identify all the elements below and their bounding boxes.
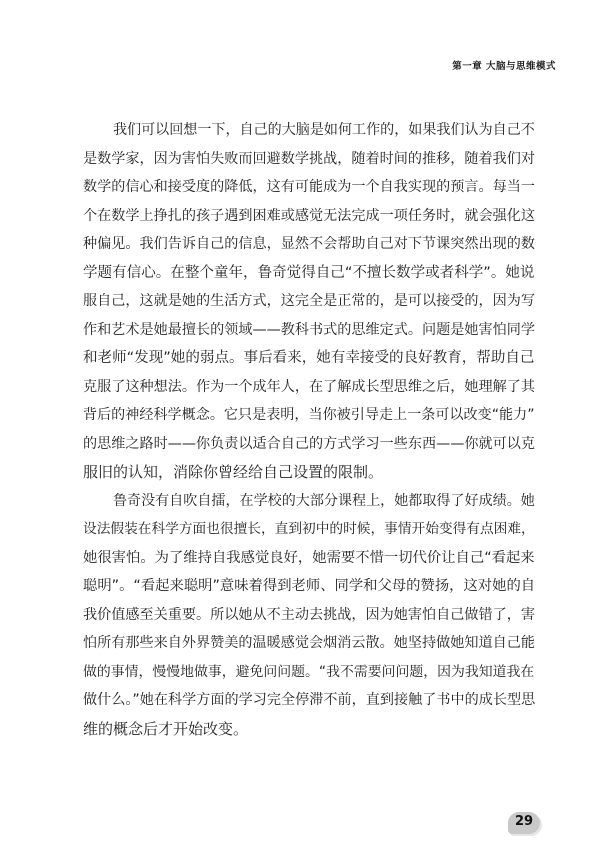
text-line: 我价值感至关重要。所以她从不主动去挑战，因为她害怕自己做错了，害 bbox=[83, 606, 536, 623]
text-line: 设法假装在科学方面也很擅长，直到初中的时候，事情开始变得有点困难， bbox=[83, 521, 535, 537]
text-line: 聪明”。“看起来聪明”意味着得到老师、同学和父母的赞扬，这对她的自 bbox=[83, 578, 536, 594]
text-line: 鲁奇没有自吹自擂，在学校的大部分课程上，她都取得了好成绩。她 bbox=[113, 492, 535, 509]
text-line: 作和艺术是她最擅长的领域——教科书式的思维定式。问题是她害怕同学 bbox=[83, 321, 536, 338]
page-number-badge bbox=[508, 812, 540, 834]
paragraph-1 bbox=[83, 116, 535, 487]
text-line: 做什么。”她在科学方面的学习完全停滞不前，直到接触了书中的成长型思 bbox=[83, 692, 536, 708]
text-line: 个在数学上挣扎的孩子遇到困难或感觉无法完成一项任务时，就会强化这 bbox=[83, 207, 536, 224]
text-line: 学题有信心。在整个童年，鲁奇觉得自己“不擅长数学或者科学”。她说 bbox=[83, 263, 535, 281]
text-line: 维的概念后才开始改变。 bbox=[83, 719, 249, 738]
text-line: 我们可以回想一下，自己的大脑是如何工作的，如果我们认为自己不 bbox=[113, 122, 535, 138]
text-line: 的思维之路时——你负责以适合自己的方式学习一些东西——你就可以克 bbox=[83, 435, 536, 452]
text-line: 服自己，这就是她的生活方式，这完全是正常的，是可以接受的，因为写 bbox=[83, 293, 536, 309]
text-line: 克服了这种想法。作为一个成年人，在了解成长型思维之后，她理解了其 bbox=[83, 378, 536, 395]
text-line: 服旧的认知，消除你曾经给自己设置的限制。 bbox=[83, 463, 384, 481]
text-line: 背后的神经科学概念。它只是表明，当你被引导走上一条可以改变“能力” bbox=[83, 407, 535, 423]
page-number: 29 bbox=[514, 814, 534, 829]
text-line: 数学的信心和接受度的降低，这有可能成为一个自我实现的预言。每当一 bbox=[83, 179, 536, 195]
text-line: 她很害怕。为了维持自我感觉良好，她需要不惜一切代价让自己“看起来 bbox=[83, 549, 535, 566]
text-line: 和老师“发现”她的弱点。事后看来，她有幸接受的良好教育，帮助自己 bbox=[83, 349, 535, 366]
text-line: 做的事情，慢慢地做事，避免问问题。“我不需要问问题，因为我知道我在 bbox=[83, 663, 535, 680]
text-line: 是数学家，因为害怕失败而回避数学挑战，随着时间的推移，随着我们对 bbox=[83, 150, 536, 167]
paragraph-2 bbox=[83, 487, 535, 744]
running-header: 第一章 大脑与思维模式 bbox=[452, 61, 556, 72]
body-text bbox=[83, 116, 535, 743]
text-line: 种偏见。我们告诉自己的信息，显然不会帮助自己对下节课突然出现的数 bbox=[83, 236, 536, 252]
text-line: 怕所有那些来自外界赞美的温暖感觉会烟消云散。她坚持做她知道自己能 bbox=[83, 635, 536, 651]
